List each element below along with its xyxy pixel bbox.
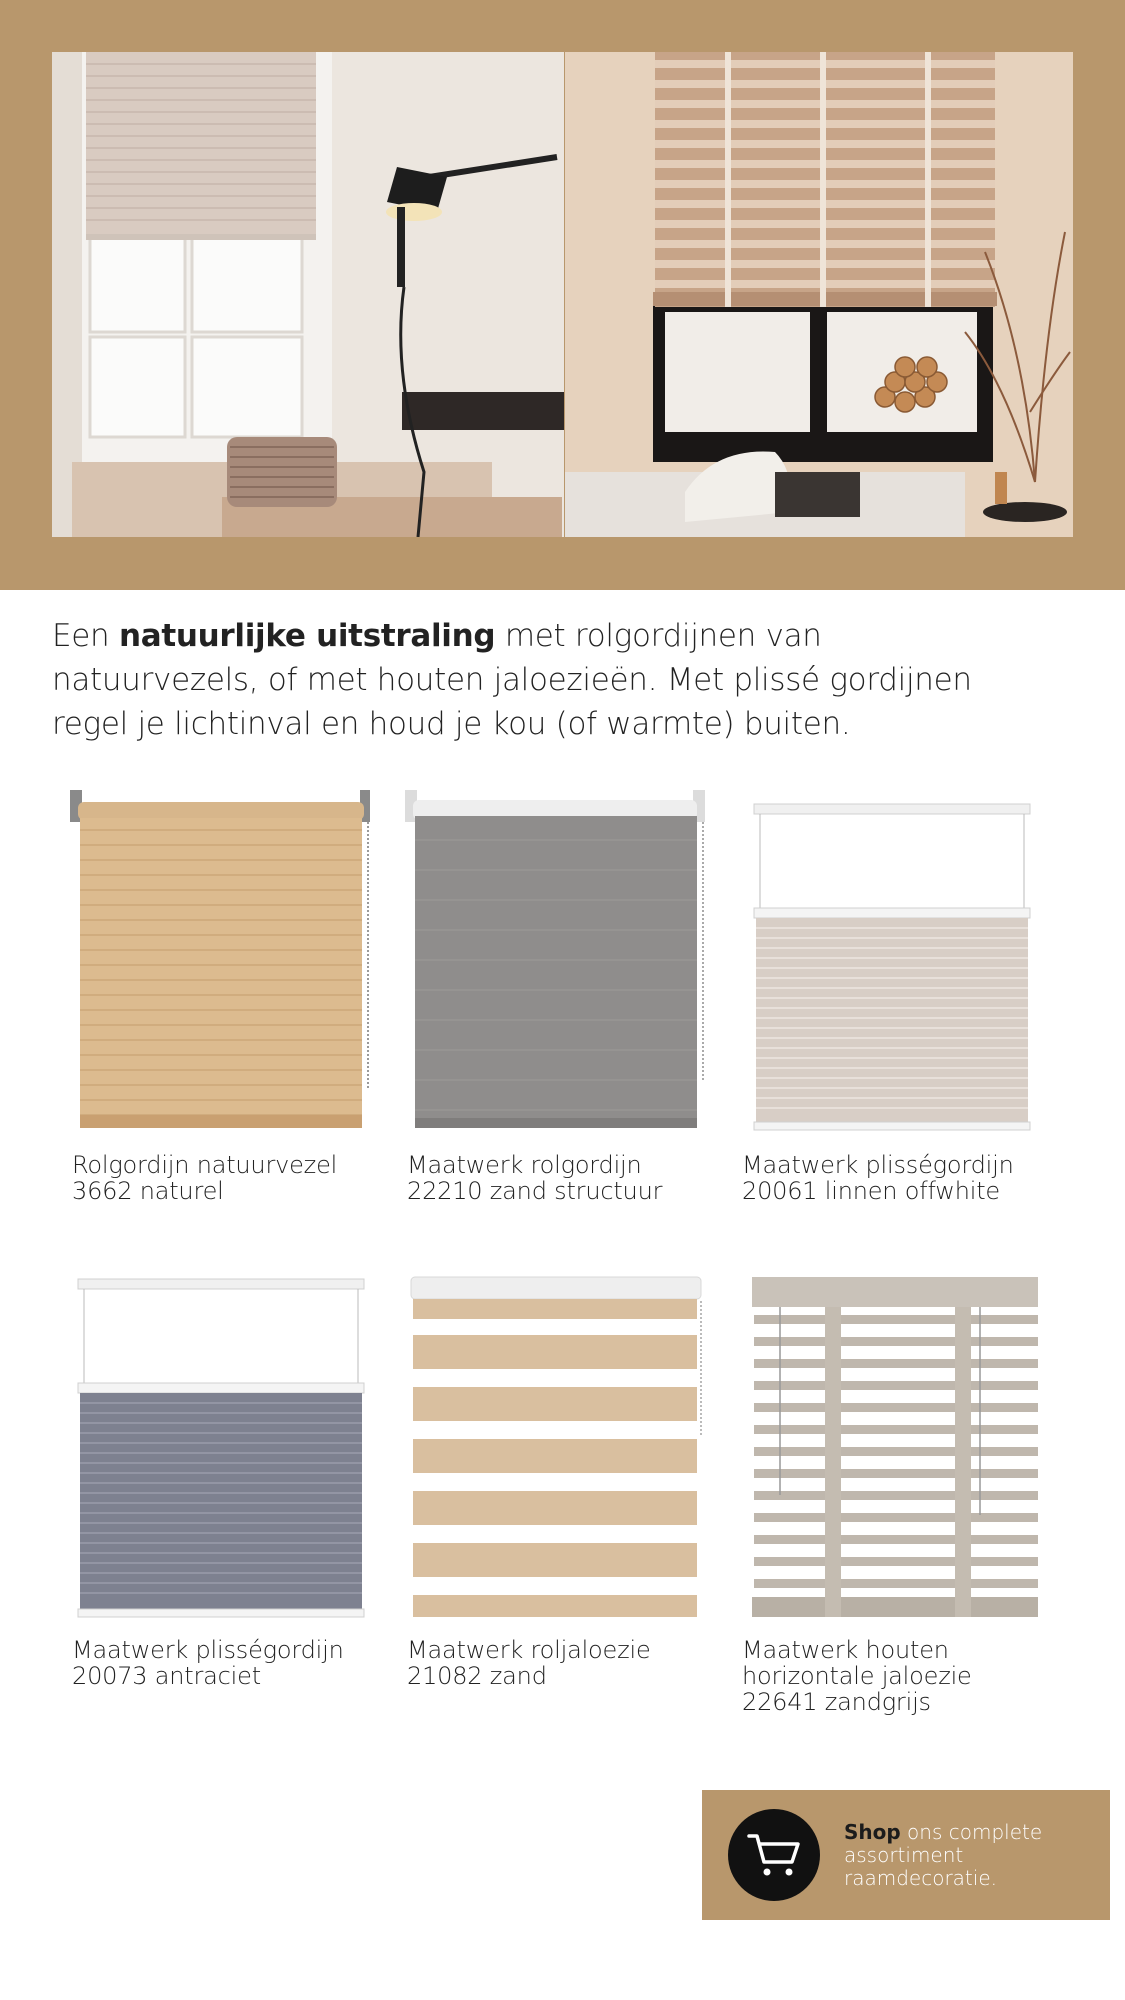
product-image-roller-blind-zand-structuur — [405, 790, 705, 1140]
product-image-roljaloezie-zand — [405, 1275, 705, 1625]
intro-text-post: met rolgordijnen van natuurvezels, of met houten jaloezieën. Met plissé gordijnen regel je lichtinval en houd je kou (of warmte) buiten. — [52, 618, 972, 742]
product-label: Maatwerk houten horizontale jaloezie 22641 zandgrijs — [742, 1636, 972, 1716]
shop-cta-text — [844, 1821, 1110, 1890]
product-card[interactable] — [405, 1275, 705, 1689]
hero-band — [0, 0, 1125, 590]
product-label: Maatwerk plisségordijn 20061 linnen offwhite — [742, 1151, 1014, 1205]
intro-paragraph — [52, 614, 1032, 746]
product-image-pleated-blind-antraciet — [70, 1275, 370, 1625]
product-card[interactable] — [405, 790, 705, 1204]
product-label: Maatwerk roljaloezie 21082 zand — [407, 1636, 651, 1690]
hero-image-wooden-blinds-room — [565, 52, 1073, 537]
product-label: Rolgordijn natuurvezel 3662 naturel — [72, 1151, 338, 1205]
product-card[interactable] — [740, 790, 1040, 1204]
product-label: Maatwerk rolgordijn 22210 zand structuur — [407, 1151, 663, 1205]
product-image-pleated-blind-linnen — [740, 790, 1040, 1140]
shop-cta-rest: ons complete assortiment raamdecoratie. — [844, 1819, 1043, 1890]
shop-cta-bold: Shop — [844, 1819, 901, 1844]
hero-image-pleated-blind-room — [52, 52, 564, 537]
intro-text-pre: Een — [52, 618, 119, 654]
shopping-cart-icon[interactable] — [728, 1809, 820, 1901]
intro-text-bold: natuurlijke uitstraling — [118, 618, 496, 654]
product-label: Maatwerk plisségordijn 20073 antraciet — [72, 1636, 344, 1690]
product-card[interactable] — [70, 790, 370, 1204]
product-image-roller-blind-naturel — [70, 790, 370, 1140]
product-card[interactable] — [740, 1275, 1040, 1715]
product-image-wooden-venetian-zandgrijs — [740, 1275, 1040, 1625]
shop-cta-banner[interactable] — [702, 1790, 1110, 1920]
product-card[interactable] — [70, 1275, 370, 1689]
